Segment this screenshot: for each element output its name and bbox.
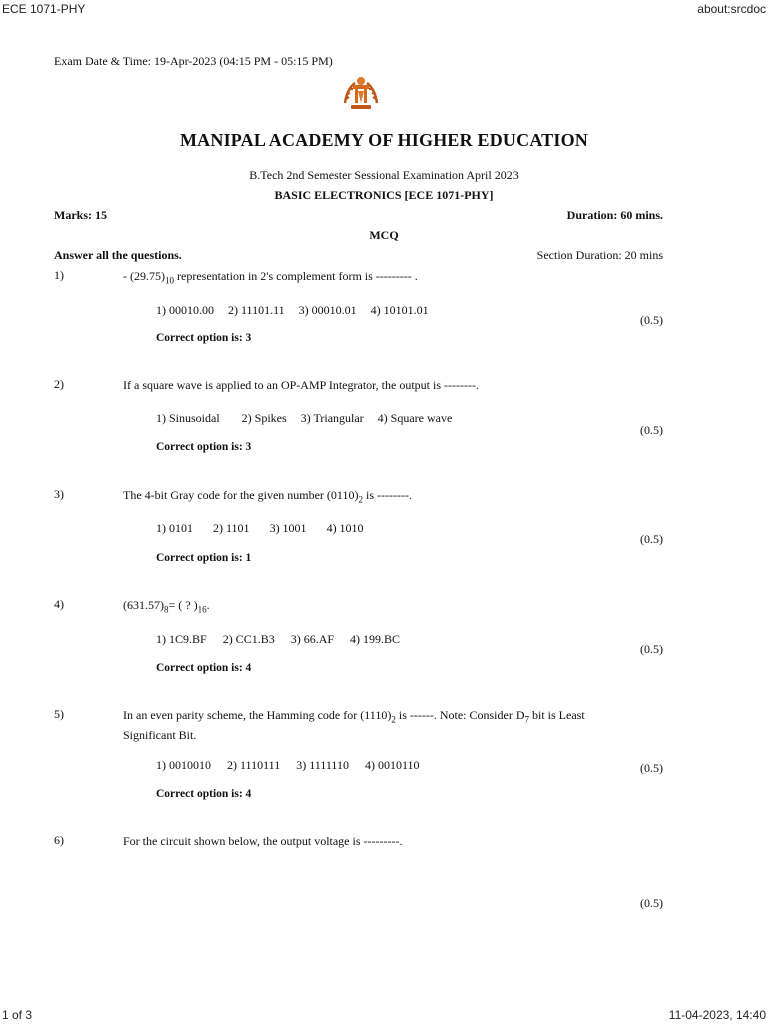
browser-header-url: about:srcdoc bbox=[697, 2, 766, 16]
option: 4) 10101.01 bbox=[370, 303, 429, 317]
option: 2) CC1.B3 bbox=[222, 632, 275, 646]
question-number: 3) bbox=[54, 487, 64, 501]
option: 2) Spikes bbox=[241, 411, 287, 425]
question-number: 6) bbox=[54, 833, 64, 847]
option: 3) 1001 bbox=[269, 521, 307, 535]
browser-header-title: ECE 1071-PHY bbox=[2, 2, 86, 16]
question-marks: (0.5) bbox=[640, 313, 663, 327]
option: 4) Square wave bbox=[377, 411, 453, 425]
print-timestamp: 11-04-2023, 14:40 bbox=[668, 1008, 766, 1022]
option: 1) 1C9.BF bbox=[156, 632, 207, 646]
question-number: 4) bbox=[54, 597, 64, 611]
question-options bbox=[156, 411, 466, 426]
question-number: 1) bbox=[54, 268, 64, 282]
page-counter: 1 of 3 bbox=[2, 1008, 33, 1022]
option: 3) 1111110 bbox=[296, 758, 349, 772]
option: 1) Sinusoidal bbox=[156, 411, 220, 425]
question-marks: (0.5) bbox=[640, 761, 663, 775]
option: 3) Triangular bbox=[300, 411, 364, 425]
question-number: 2) bbox=[54, 377, 64, 391]
section-heading: MCQ bbox=[369, 228, 399, 242]
question-text: The 4-bit Gray code for the given number $(0110)_2$ is --------. bbox=[123, 488, 412, 505]
university-logo bbox=[341, 73, 381, 113]
correct-answer: Correct option is: 4 bbox=[156, 662, 252, 674]
question-options bbox=[156, 303, 443, 318]
option: 3) 66.AF bbox=[290, 632, 335, 646]
option: 4) 199.BC bbox=[350, 632, 401, 646]
question-text: If a square wave is applied to an OP-AMP Integrator, the output is --------. bbox=[123, 378, 479, 392]
question-text: For the circuit shown below, the output voltage is ---------. bbox=[123, 834, 403, 848]
exam-title: B.Tech 2nd Semester Sessional Examination April 2023 bbox=[249, 168, 519, 182]
correct-answer: Correct option is: 3 bbox=[156, 332, 252, 344]
correct-answer: Correct option is: 3 bbox=[156, 441, 252, 453]
exam-duration: Duration: 60 mins. bbox=[566, 208, 663, 222]
question-options bbox=[156, 521, 378, 536]
question-marks: (0.5) bbox=[640, 642, 663, 656]
option: 2) 11101.11 bbox=[228, 303, 285, 317]
option: 1) 0010010 bbox=[156, 758, 211, 772]
option: 1) 0101 bbox=[156, 521, 193, 535]
question-options bbox=[156, 632, 414, 647]
institution-name: MANIPAL ACADEMY OF HIGHER EDUCATION bbox=[179, 130, 588, 150]
question-text: $(631.57)_8=$ ( ? )$_{16}$. bbox=[123, 598, 210, 615]
exam-datetime: Exam Date & Time: 19-Apr-2023 (04:15 PM - 05:15 PM) bbox=[54, 54, 333, 68]
instructions: Answer all the questions. bbox=[54, 248, 182, 262]
correct-answer: Correct option is: 1 bbox=[156, 552, 252, 564]
option: 4) 0010110 bbox=[365, 758, 420, 772]
course-title: BASIC ELECTRONICS [ECE 1071-PHY] bbox=[274, 188, 494, 202]
question-number: 5) bbox=[54, 707, 64, 721]
question-marks: (0.5) bbox=[640, 532, 663, 546]
marks-total: Marks: 15 bbox=[54, 208, 107, 222]
question-options bbox=[156, 758, 434, 773]
option: 2) 1101 bbox=[213, 521, 250, 535]
question-marks: (0.5) bbox=[640, 423, 663, 437]
question-text: In an even parity scheme, the Hamming code for $(1110)_2$ is ------. Note: Consider $D_7$ bit is Least Significant Bit. bbox=[123, 708, 585, 743]
option: 3) 00010.01 bbox=[298, 303, 357, 317]
question-marks: (0.5) bbox=[640, 896, 663, 910]
section-duration: Section Duration: 20 mins bbox=[536, 248, 663, 262]
option: 4) 1010 bbox=[326, 521, 364, 535]
correct-answer: Correct option is: 4 bbox=[156, 788, 252, 800]
option: 2) 1110111 bbox=[227, 758, 281, 772]
option: 1) 00010.00 bbox=[156, 303, 214, 317]
question-text: - $(29.75)_{10}$ representation in 2's complement form is --------- . bbox=[123, 269, 418, 286]
